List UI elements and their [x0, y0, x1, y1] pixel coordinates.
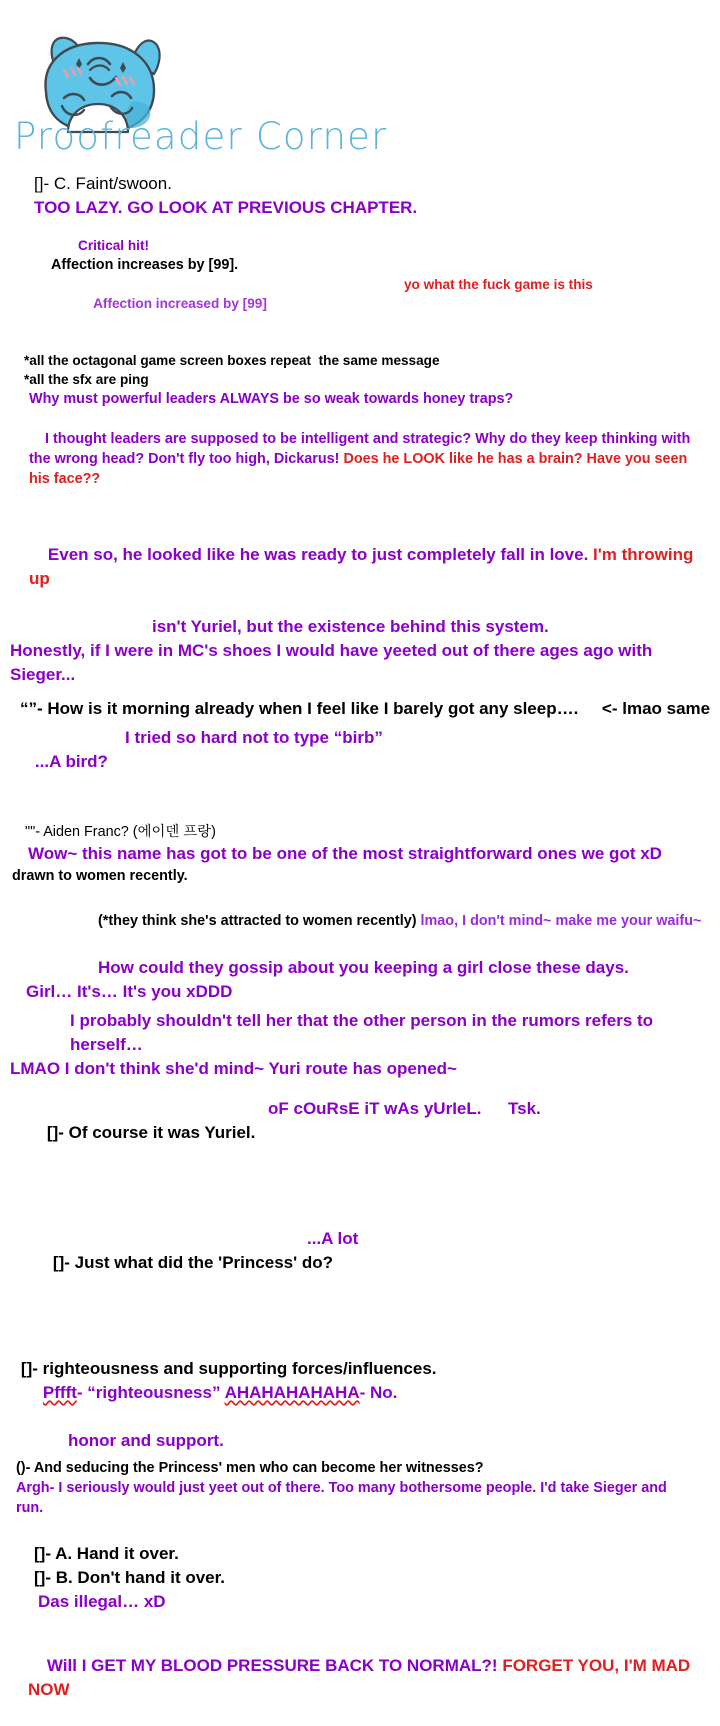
note-line [0, 726, 720, 822]
note-fragment: lmao, I don't mind~ make me your waifu~ [420, 913, 702, 929]
note-line: How could they gossip about you keeping a girl close these days. [98, 958, 629, 977]
note-fragment: []- righteousness and supporting forces/influences. [20, 1359, 437, 1378]
note-line: Girl… It's… It's you xDDD [26, 982, 233, 1001]
note-fragment: Tsk. [508, 1099, 541, 1118]
note-line [0, 1333, 720, 1429]
note-line: honor and support. [68, 1431, 224, 1450]
note-fragment: FORGET YOU, I'M MAD NOW [28, 1656, 695, 1699]
note-line: Honestly, if I were in MC's shoes I would have yeeted out of there ages ago with Sieger... [10, 641, 658, 684]
page-title: Proofreader Corner [14, 115, 388, 158]
note-fragment: Will I GET MY BLOOD PRESSURE BACK TO NORMAL?! [46, 1656, 503, 1675]
note-line: “”- How is it morning already when I feel like I barely got any sleep…. <- lmao same [20, 699, 711, 718]
note-line: []- B. Don't hand it over. [34, 1568, 226, 1587]
note-fragment: []- Just what did the 'Princess' do? [52, 1253, 334, 1272]
note-line: LMAO I don't think she'd mind~ Yuri route has opened~ [10, 1059, 457, 1078]
note-line [0, 519, 720, 615]
note-line: Argh- I seriously would just yeet out of there. Too many bothersome people. I'd take Sieger and run. [16, 1480, 671, 1516]
note-line: TOO LAZY. GO LOOK AT PREVIOUS CHAPTER. [34, 198, 418, 217]
note-fragment: []- Of course it was Yuriel. [46, 1123, 256, 1142]
note-line: *all the sfx are ping [24, 372, 149, 387]
note-line: drawn to women recently. [12, 868, 188, 884]
banner [0, 0, 720, 172]
note-fragment: yo what the fuck game is this [404, 277, 593, 292]
note-fragment-misspelled: Pffft [42, 1383, 77, 1402]
note-fragment: - No. [359, 1383, 398, 1402]
note-line: ()- And seducing the Princess' men who can become her witnesses? [16, 1460, 484, 1476]
note-fragment: Even so, he looked like he was ready to just completely fall in love. [47, 545, 594, 564]
note-fragment: I'm throwing up [29, 545, 699, 588]
note-line: []- A. Hand it over. [34, 1544, 179, 1563]
note-line [0, 891, 720, 951]
note-line [0, 1097, 720, 1217]
note-line: []- C. Faint/swoon. [34, 174, 172, 193]
note-fragment: - “righteousness” [76, 1383, 225, 1402]
note-line: Affection increases by [99]. [51, 257, 239, 273]
proofreader-notes-body [0, 172, 720, 1726]
note-line: Wow~ this name has got to be one of the most straightforward ones we got xD [28, 844, 662, 863]
note-line: I probably shouldn't tell her that the other person in the rumors refers to herself… [70, 1011, 658, 1054]
note-fragment-misspelled: AHAHAHAHAHA [224, 1383, 360, 1402]
note-fragment: I thought leaders are supposed to be intelligent and strategic? Why do they keep thinking with the wrong head? Don't fly too high, Dickarus! [29, 431, 695, 467]
note-line [0, 409, 720, 509]
note-line [0, 275, 720, 351]
note-fragment: ...A lot [307, 1229, 359, 1248]
note-fragment: I tried so hard not to type “birb” [125, 728, 383, 747]
note-line: Critical hit! [78, 238, 149, 253]
note-fragment: (*they think she's attracted to women recently) [98, 913, 421, 929]
note-line: Why must powerful leaders ALWAYS be so weak towards honey traps? [29, 391, 514, 407]
note-line: isn't Yuriel, but the existence behind this system. [152, 617, 549, 636]
note-line: Das illegal… xD [38, 1592, 166, 1611]
note-line: *all the octagonal game screen boxes repeat the same message [24, 353, 440, 368]
note-fragment: ...A bird? [34, 752, 108, 771]
note-fragment: Affection increased by [99] [93, 296, 267, 311]
note-line [0, 1227, 720, 1323]
note-line [0, 1630, 720, 1726]
note-line: ""- Aiden Franc? (에이덴 프랑) [25, 824, 216, 840]
note-fragment: oF cOuRsE iT wAs yUrIeL. [268, 1099, 482, 1118]
note-fragment: Does he LOOK like he has a brain? Have you seen his face?? [29, 451, 692, 487]
